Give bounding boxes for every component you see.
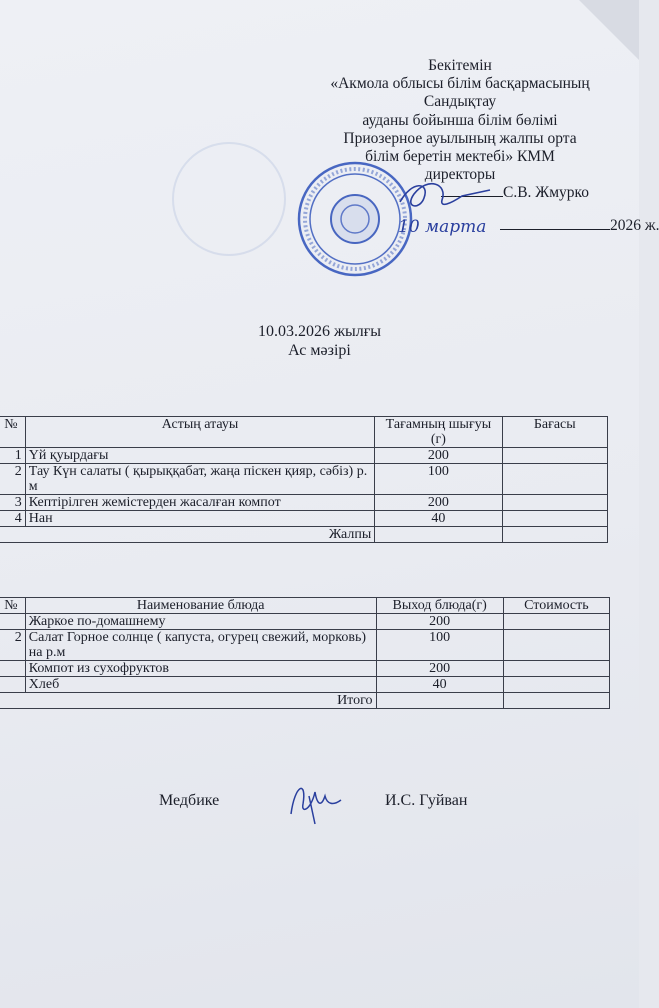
table-row: [0, 495, 608, 511]
col-header-price: Стоимость: [503, 598, 609, 614]
col-header-output: Выход блюда(г): [376, 598, 503, 614]
row-number: [0, 677, 25, 693]
table-header-row: [0, 598, 610, 614]
menu-header: [0, 322, 639, 360]
approval-year: 2026 ж.: [610, 216, 659, 234]
dish-name: Үй қуырдағы: [25, 448, 375, 464]
row-number: 1: [0, 448, 25, 464]
nurse-role-label: Медбике: [159, 792, 220, 809]
dish-price: [502, 448, 607, 464]
dish-output: 200: [375, 448, 502, 464]
director-name: С.В. Жмурко: [503, 184, 589, 202]
menu-table-kazakh: [0, 416, 608, 543]
col-header-dish: Наименование блюда: [25, 598, 376, 614]
dish-output: 40: [375, 511, 502, 527]
total-output: [376, 693, 503, 709]
dish-name: Нан: [25, 511, 375, 527]
dish-output: 100: [375, 464, 502, 495]
handwritten-date: 10 марта: [398, 217, 487, 237]
dish-name: Хлеб: [25, 677, 376, 693]
approval-line: директоры: [424, 166, 496, 184]
menu-title: Ас мәзірі: [288, 342, 351, 359]
col-header-dish: Астың атауы: [25, 417, 375, 448]
dish-name: Жаркое по-домашнему: [25, 614, 376, 630]
row-number: 2: [0, 630, 25, 661]
page-fold-corner: [579, 0, 639, 60]
col-header-number: №: [0, 598, 25, 614]
approval-line: «Акмола облысы білім басқармасының: [330, 75, 590, 93]
table-total-row: [0, 693, 610, 709]
dish-output: 40: [376, 677, 503, 693]
faded-stamp-imprint: [172, 142, 286, 256]
table-row: [0, 677, 610, 693]
col-header-number: №: [0, 417, 25, 448]
dish-output: 100: [376, 630, 503, 661]
table-total-row: [0, 527, 608, 543]
approval-line: Приозерное ауылының жалпы орта: [343, 129, 577, 147]
director-signature: [390, 168, 500, 238]
total-output: [375, 527, 502, 543]
dish-name: Кептірілген жемістерден жасалған компот: [25, 495, 375, 511]
nurse-name: И.С. Гуйван: [385, 792, 468, 809]
dish-output: 200: [376, 614, 503, 630]
approval-line: Сандықтау: [423, 93, 497, 111]
approval-line: Бекітемін: [428, 57, 492, 74]
menu-date: 10.03.2026 жылғы: [257, 323, 382, 340]
table-row: [0, 630, 610, 661]
dish-price: [502, 464, 607, 495]
dish-name: Тау Күн салаты ( қырыққабат, жаңа піскен қияр, сәбіз) р. м: [25, 464, 375, 495]
col-header-output: Тағамның шығуы (г): [375, 417, 502, 448]
row-number: 2: [0, 464, 25, 495]
total-price: [502, 527, 607, 543]
dish-name: Компот из сухофруктов: [25, 661, 376, 677]
col-header-price: Бағасы: [502, 417, 607, 448]
nurse-signature: [285, 774, 345, 824]
total-label: Итого: [0, 693, 376, 709]
dish-price: [503, 614, 609, 630]
row-number: [0, 661, 25, 677]
table-row: [0, 614, 610, 630]
dish-name: Салат Горное солнце ( капуста, огурец свежий, морковь) на р.м: [25, 630, 376, 661]
table-row: [0, 661, 610, 677]
approval-line: білім беретін мектебі» КММ: [365, 148, 555, 166]
dish-output: 200: [376, 661, 503, 677]
approval-line: ауданы бойынша білім бөлімі: [362, 111, 558, 129]
dish-price: [502, 495, 607, 511]
row-number: 3: [0, 495, 25, 511]
row-number: 4: [0, 511, 25, 527]
dish-price: [503, 661, 609, 677]
dish-output: 200: [375, 495, 502, 511]
table-row: [0, 448, 608, 464]
dish-price: [503, 630, 609, 661]
dish-price: [502, 511, 607, 527]
table-row: [0, 511, 608, 527]
total-price: [503, 693, 609, 709]
table-row: [0, 464, 608, 495]
dish-price: [503, 677, 609, 693]
menu-table-russian: [0, 597, 610, 709]
total-label: Жалпы: [0, 527, 375, 543]
row-number: [0, 614, 25, 630]
table-header-row: [0, 417, 608, 448]
